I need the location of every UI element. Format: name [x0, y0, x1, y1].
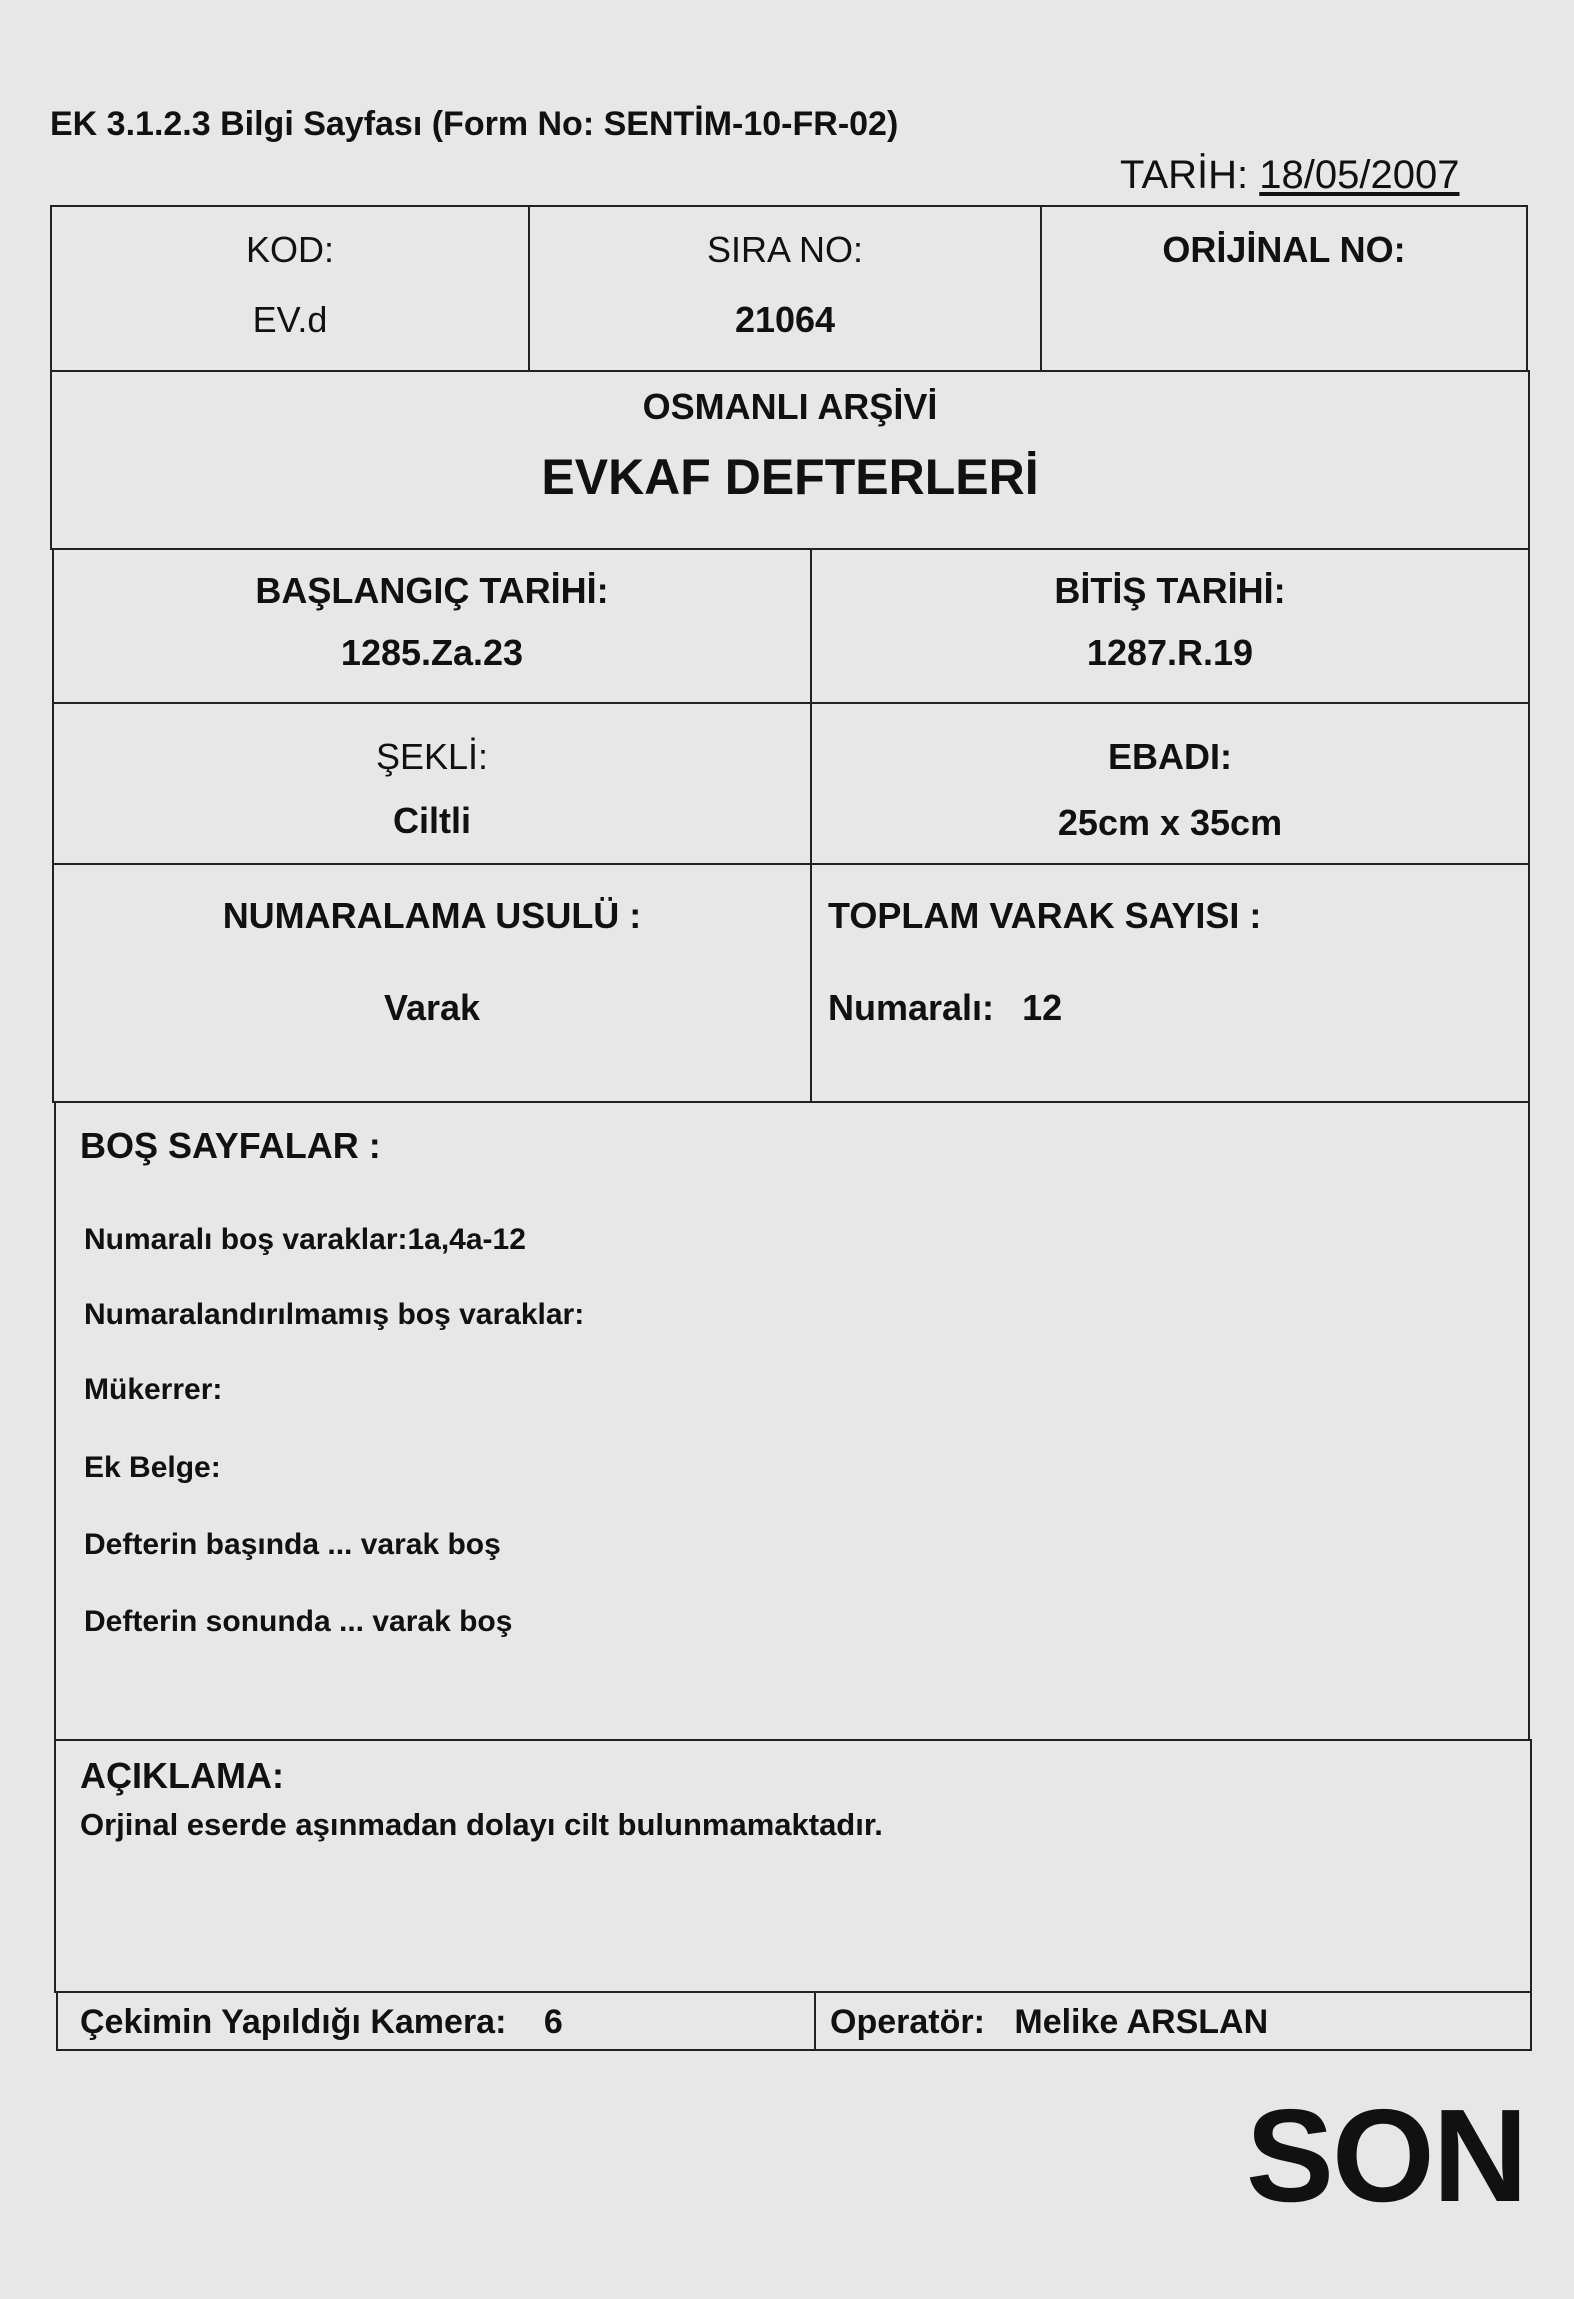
toplam-label: TOPLAM VARAK SAYISI : — [828, 895, 1262, 936]
row-codes — [50, 205, 1528, 372]
operator-field — [830, 2003, 1268, 2042]
sira-value: 21064 — [734, 299, 836, 340]
blank-line: Numaralandırılmamış boş varaklar: — [84, 1298, 585, 1331]
aciklama-title: AÇIKLAMA: — [80, 1755, 284, 1796]
start-date-label: BAŞLANGIÇ TARİHİ: — [255, 570, 609, 611]
row-dates — [52, 548, 1530, 704]
end-date-label: BİTİŞ TARİHİ: — [1054, 570, 1286, 611]
kamera-cell — [58, 1993, 816, 2049]
row-footer — [56, 1991, 1532, 2051]
sekli-value: Ciltli — [393, 800, 471, 841]
kamera-label: Çekimin Yapıldığı Kamera: — [80, 2003, 507, 2041]
blank-line: Numaralı boş varaklar:1a,4a-12 — [84, 1223, 526, 1256]
row-aciklama — [54, 1739, 1532, 1993]
blank-line: Mükerrer: — [84, 1373, 223, 1406]
operator-label: Operatör: — [830, 2003, 985, 2041]
row-form-size — [52, 702, 1530, 865]
row-numbering — [52, 863, 1530, 1103]
start-date-value: 1285.Za.23 — [340, 632, 524, 673]
operator-cell — [816, 1993, 1530, 2049]
aciklama-text: Orjinal eserde aşınmadan dolayı cilt bulunmamaktadır. — [80, 1807, 883, 1842]
usul-cell — [54, 865, 812, 1101]
usul-label: NUMARALAMA USULÜ : — [222, 895, 642, 936]
ebadi-value: 25cm x 35cm — [1057, 802, 1283, 843]
kod-cell — [52, 207, 530, 370]
operator-value: Melike ARSLAN — [1014, 2003, 1269, 2041]
date-value: 18/05/2007 — [1259, 153, 1460, 197]
son-stamp: SON — [1245, 2082, 1526, 2229]
blank-line: Ek Belge: — [84, 1451, 221, 1484]
kamera-value: 6 — [543, 2003, 563, 2041]
end-date-cell — [812, 550, 1528, 702]
toplam-cell — [812, 865, 1528, 1101]
blank-line: Defterin başında ... varak boş — [84, 1528, 501, 1561]
sira-label: SIRA NO: — [706, 229, 864, 270]
orijinal-label: ORİJİNAL NO: — [1162, 229, 1406, 270]
numarali-value: 12 — [1022, 987, 1063, 1028]
orijinal-cell — [1042, 207, 1526, 370]
sira-cell — [530, 207, 1042, 370]
sekli-cell — [54, 704, 812, 863]
ebadi-label: EBADI: — [1108, 736, 1232, 777]
blank-pages-title: BOŞ SAYFALAR : — [80, 1125, 381, 1166]
numarali-field — [828, 987, 1062, 1029]
archive-title: EVKAF DEFTERLERİ — [541, 449, 1039, 505]
form-title: EK 3.1.2.3 Bilgi Sayfası (Form No: SENTİM-10-FR-02) — [50, 105, 899, 143]
usul-value: Varak — [383, 987, 481, 1028]
sekli-label: ŞEKLİ: — [375, 736, 489, 777]
start-date-cell — [54, 550, 812, 702]
date-label: TARİH: — [1120, 153, 1249, 197]
row-archive — [50, 370, 1530, 550]
numarali-label: Numaralı: — [828, 987, 995, 1028]
blank-line: Defterin sonunda ... varak boş — [84, 1605, 513, 1638]
end-date-value: 1287.R.19 — [1086, 632, 1254, 673]
row-blank-pages — [54, 1101, 1530, 1741]
kamera-field — [80, 2003, 563, 2042]
date-field — [1120, 153, 1459, 198]
kod-value: EV.d — [252, 299, 328, 340]
ebadi-cell — [812, 704, 1528, 863]
archive-subtitle: OSMANLI ARŞİVİ — [642, 386, 938, 427]
kod-label: KOD: — [245, 229, 334, 270]
